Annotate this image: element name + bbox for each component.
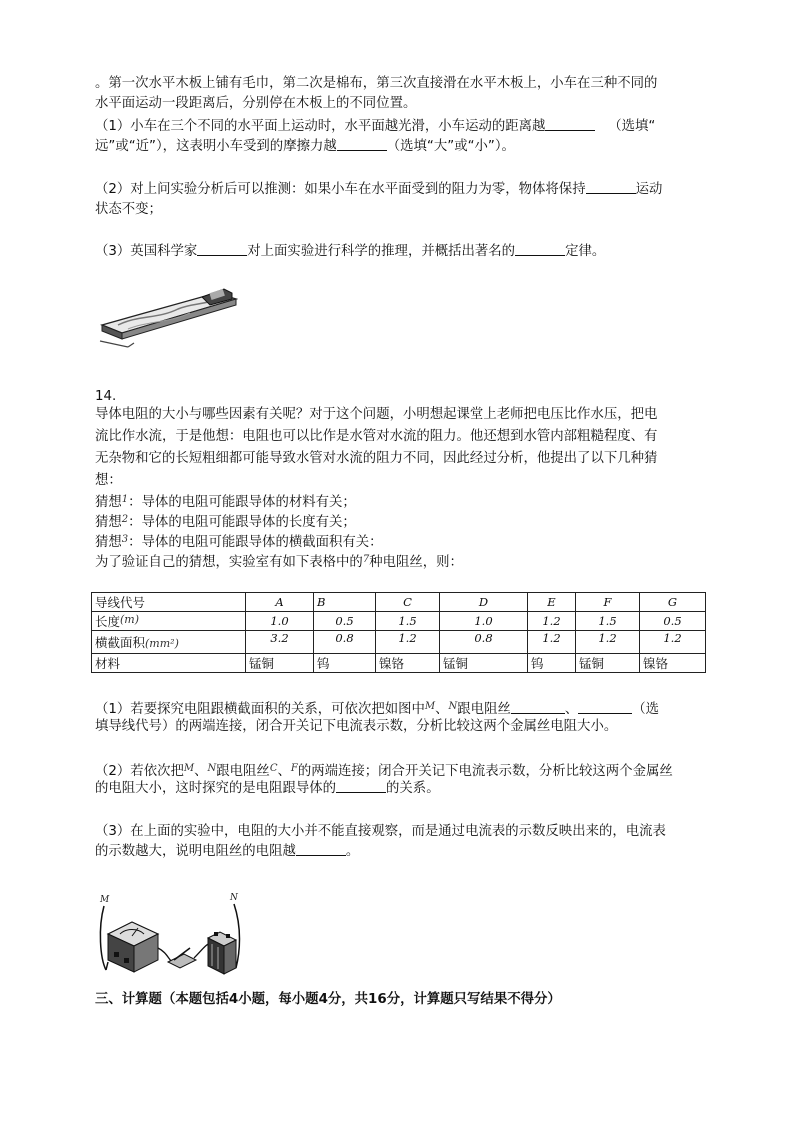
sub1-text-d: （选	[632, 702, 660, 717]
sub3-text-b: 的示数越大，说明电阻丝的电阻越	[95, 844, 296, 859]
guess-3-text: ：导体的电阻可能跟导体的横截面积有关：	[128, 535, 383, 550]
sub2-text-e: 的电阻大小，这时探究的是电阻跟导体的	[95, 781, 337, 796]
q13-intro-line-1: 。第一次水平木板上铺有毛巾，第二次是棉布，第三次直接滑在水平木板上，小车在三种不同的	[95, 76, 658, 91]
sub2-text-a: （2）若依次把	[95, 764, 184, 779]
sub2-sep: 、	[194, 764, 208, 779]
q13-part3-text-a: （3）英国科学家	[95, 244, 198, 259]
resistance-wire-table	[91, 592, 706, 673]
material-cell: 钨	[528, 654, 576, 673]
q13-part1-line-1	[95, 117, 655, 137]
q13-blank-law[interactable]	[515, 242, 565, 256]
q14-sub2-line-2	[95, 779, 440, 799]
area-cell: 0.8	[314, 631, 376, 654]
guess-1-number: 1	[121, 494, 129, 505]
q13-part2-line-1	[95, 180, 662, 200]
ramp-board-figure	[98, 285, 238, 351]
q14-blank-factor[interactable]	[336, 779, 386, 793]
length-unit: (m)	[120, 613, 140, 626]
q13-part2-line-2: 状态不变；	[95, 202, 162, 217]
q13-part3-text-c: 定律。	[565, 244, 606, 259]
material-cell: 镍铬	[640, 654, 706, 673]
area-label-cell	[92, 631, 246, 654]
length-cell: 0.5	[314, 612, 376, 631]
area-cell: 1.2	[528, 631, 576, 654]
sub2-f-code: F	[290, 763, 298, 774]
material-cell: 镍铬	[376, 654, 440, 673]
table-row-codes	[92, 593, 706, 612]
header-label: 导线代号	[92, 593, 246, 612]
length-cell: 1.5	[376, 612, 440, 631]
material-cell: 钨	[314, 654, 376, 673]
area-label: 横截面积	[95, 635, 146, 650]
sub2-text-d: 的两端连接；闭合开关记下电流表示数，分析比较这两个金属丝	[297, 764, 673, 779]
sub1-sep: 、	[435, 702, 449, 717]
q13-part2-text-a: （2）对上问实验分析后可以推测：如果小车在水平面受到的阻力为零，物体将保持	[95, 182, 586, 197]
guess-1-prefix: 猜想	[95, 495, 122, 510]
verify-count: 7	[362, 554, 370, 565]
q14-sub3-line-1: （3）在上面的实验中，电阻的大小并不能直接观察，而是通过电流表的示数反映出来的，电流表	[95, 824, 666, 839]
q14-sub3-line-2	[95, 842, 359, 862]
guess-1-text: ：导体的电阻可能跟导体的材料有关；	[128, 495, 356, 510]
sub2-c-code: C	[269, 763, 278, 774]
q13-part1-text-c: 远”或“近”），这表明小车受到的摩擦力越	[95, 139, 337, 154]
length-label: 长度	[95, 614, 121, 629]
sub1-text-b: 跟电阻丝	[457, 702, 511, 717]
material-cell: 锰铜	[576, 654, 640, 673]
table-row-material	[92, 654, 706, 673]
verify-text-a: 为了验证自己的猜想，实验室有如下表格中的	[95, 555, 363, 570]
guess-2-number: 2	[121, 514, 129, 525]
area-unit: (mm²)	[145, 637, 179, 650]
area-cell: 1.2	[576, 631, 640, 654]
q13-part1-line-2	[95, 137, 515, 157]
code-cell: B	[314, 593, 376, 612]
area-cell: 0.8	[440, 631, 528, 654]
material-cell: 锰铜	[440, 654, 528, 673]
code-cell: G	[640, 593, 706, 612]
q13-intro-line-2: 水平面运动一段距离后，分别停在木板上的不同位置。	[95, 96, 417, 111]
q14-verify-line	[95, 550, 463, 573]
table-row-length	[92, 612, 706, 631]
sub2-text-f: 的关系。	[386, 781, 440, 796]
code-cell: A	[246, 593, 314, 612]
sub1-text-a: （1）若要探究电阻跟横截面积的关系，可依次把如图中	[95, 702, 425, 717]
q14-number: 14.	[95, 389, 117, 404]
section3-title: 三、计算题（本题包括4小题，每小题4分，共16分，计算题只写结果不得分）	[95, 992, 561, 1007]
sub1-text-c: 、	[564, 702, 579, 717]
sub3-text-c: 。	[345, 844, 360, 859]
q13-part3-text-b: 对上面实验进行科学的推理，并概括出著名的	[247, 244, 516, 259]
guess-3-number: 3	[121, 534, 129, 545]
length-cell: 0.5	[640, 612, 706, 631]
material-cell: 锰铜	[246, 654, 314, 673]
q14-text-line-1: 导体电阻的大小与哪些因素有关呢？对于这个问题，小明想起课堂上老师把电压比作水压，把电	[95, 407, 658, 422]
verify-text-b: 种电阻丝，则：	[369, 555, 463, 570]
guess-2-text: ：导体的电阻可能跟导体的长度有关；	[128, 515, 356, 530]
q14-text-line-3: 无杂物和它的长短粗细都可能导致水管对水流的阻力不同，因此经过分析，他提出了以下几种猜	[95, 451, 658, 466]
sub1-n-label: N	[448, 701, 458, 712]
q13-blank-scientist[interactable]	[197, 242, 247, 256]
q13-part1-text-d: （选填“大”或“小”）。	[386, 139, 515, 154]
material-label: 材料	[92, 654, 246, 673]
q13-part2-text-b: 运动	[635, 182, 663, 197]
q14-blank-resistance[interactable]	[296, 842, 346, 856]
sub2-text-b: 跟电阻丝	[216, 764, 270, 779]
code-cell: F	[576, 593, 640, 612]
q14-sub1-line-2: 填导线代号）的两端连接，闭合开关记下电流表示数，分析比较这两个金属丝电阻大小。	[95, 719, 618, 734]
area-cell: 1.2	[376, 631, 440, 654]
q13-part1-text-b: （选填“	[608, 119, 656, 134]
area-cell: 3.2	[246, 631, 314, 654]
length-label-cell	[92, 612, 246, 631]
sub2-n-label: N	[207, 763, 217, 774]
guess-2-prefix: 猜想	[95, 515, 122, 530]
code-cell: D	[440, 593, 528, 612]
q14-blank-wire-1[interactable]	[511, 700, 565, 714]
circuit-figure	[96, 888, 246, 976]
fig-n-label: N	[230, 893, 238, 903]
q14-text-line-2: 流比作水流，于是他想：电阻也可以比作是水管对水流的阻力。他还想到水管内部粗糙程度、有	[95, 429, 658, 444]
q13-blank-motion[interactable]	[586, 180, 636, 194]
q13-part1-text-a: （1）小车在三个不同的水平面上运动时，水平面越光滑，小车运动的距离越	[95, 119, 546, 134]
q13-blank-distance[interactable]	[545, 117, 595, 131]
sub1-m-label: M	[424, 701, 436, 712]
q13-blank-friction[interactable]	[337, 137, 387, 151]
fig-m-label: M	[100, 895, 110, 905]
length-cell: 1.0	[440, 612, 528, 631]
length-cell: 1.2	[528, 612, 576, 631]
q14-blank-wire-2[interactable]	[578, 700, 632, 714]
table-row-area	[92, 631, 706, 654]
code-cell: E	[528, 593, 576, 612]
q13-part3-line	[95, 242, 605, 262]
guess-3-prefix: 猜想	[95, 535, 122, 550]
sub2-m-label: M	[183, 763, 195, 774]
area-cell: 1.2	[640, 631, 706, 654]
code-cell: C	[376, 593, 440, 612]
length-cell: 1.5	[576, 612, 640, 631]
q14-text-line-4: 想：	[95, 473, 122, 488]
length-cell: 1.0	[246, 612, 314, 631]
sub2-sep2: 、	[277, 764, 291, 779]
